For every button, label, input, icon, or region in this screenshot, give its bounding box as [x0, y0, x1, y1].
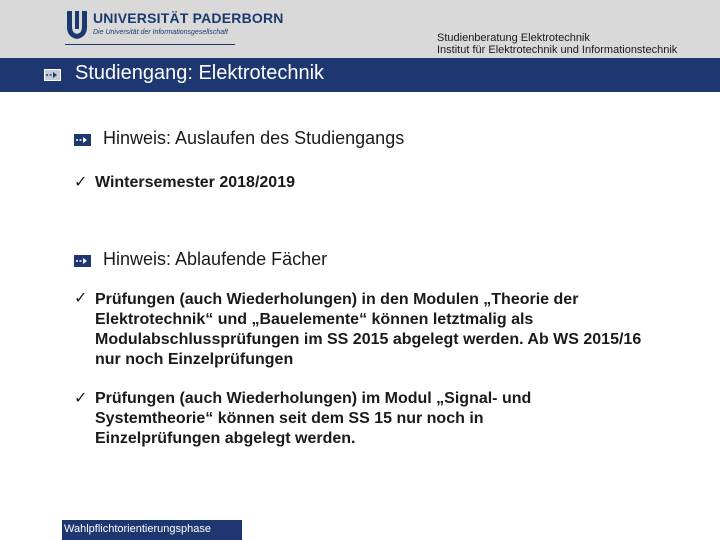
header-bar: [0, 0, 720, 58]
university-logo-icon: [65, 9, 89, 41]
arrow-box-bullet-icon: [44, 69, 61, 81]
list-item: Prüfungen (auch Wiederholungen) in den Modulen „Theorie der Elektrotechnik“ und „Bauelemente“ können letztmalig als Modulabschlussprüfungen im SS 2015 abgelegt werden. Ab WS 2015/16 nur noch Einzelprüfungen: [95, 291, 642, 368]
list-item: Wintersemester 2018/2019: [95, 174, 295, 191]
department-info: [437, 32, 677, 56]
checkmark-icon: ✓: [74, 174, 88, 191]
title-bar: [0, 58, 720, 92]
logo-tagline: Die Universität der Informationsgesellschaft: [93, 29, 229, 36]
arrow-box-bullet-icon: [74, 134, 91, 146]
list-item: Prüfungen (auch Wiederholungen) im Modul „Signal- und Systemtheorie“ können seit dem SS 15 nur noch in Einzelprüfungen abgelegt werden.: [95, 390, 532, 447]
section-title: Hinweis: Auslaufen des Studiengangs: [103, 128, 405, 148]
department-line-1: Studienberatung Elektrotechnik: [437, 32, 590, 44]
university-logo: [65, 8, 284, 52]
arrow-box-bullet-icon: [74, 255, 91, 267]
footer-bar: [62, 520, 242, 540]
section-title: Hinweis: Ablaufende Fächer: [103, 249, 328, 269]
footer-label: Wahlpflichtorientierungsphase: [64, 523, 211, 535]
slide-title: Studiengang: Elektrotechnik: [75, 62, 325, 84]
logo-divider: [65, 44, 235, 45]
checkmark-icon: ✓: [74, 290, 88, 307]
department-line-2: Institut für Elektrotechnik und Informationstechnik: [437, 44, 678, 56]
logo-name: UNIVERSITÄT PADERBORN: [93, 10, 284, 26]
checkmark-icon: ✓: [74, 390, 88, 407]
